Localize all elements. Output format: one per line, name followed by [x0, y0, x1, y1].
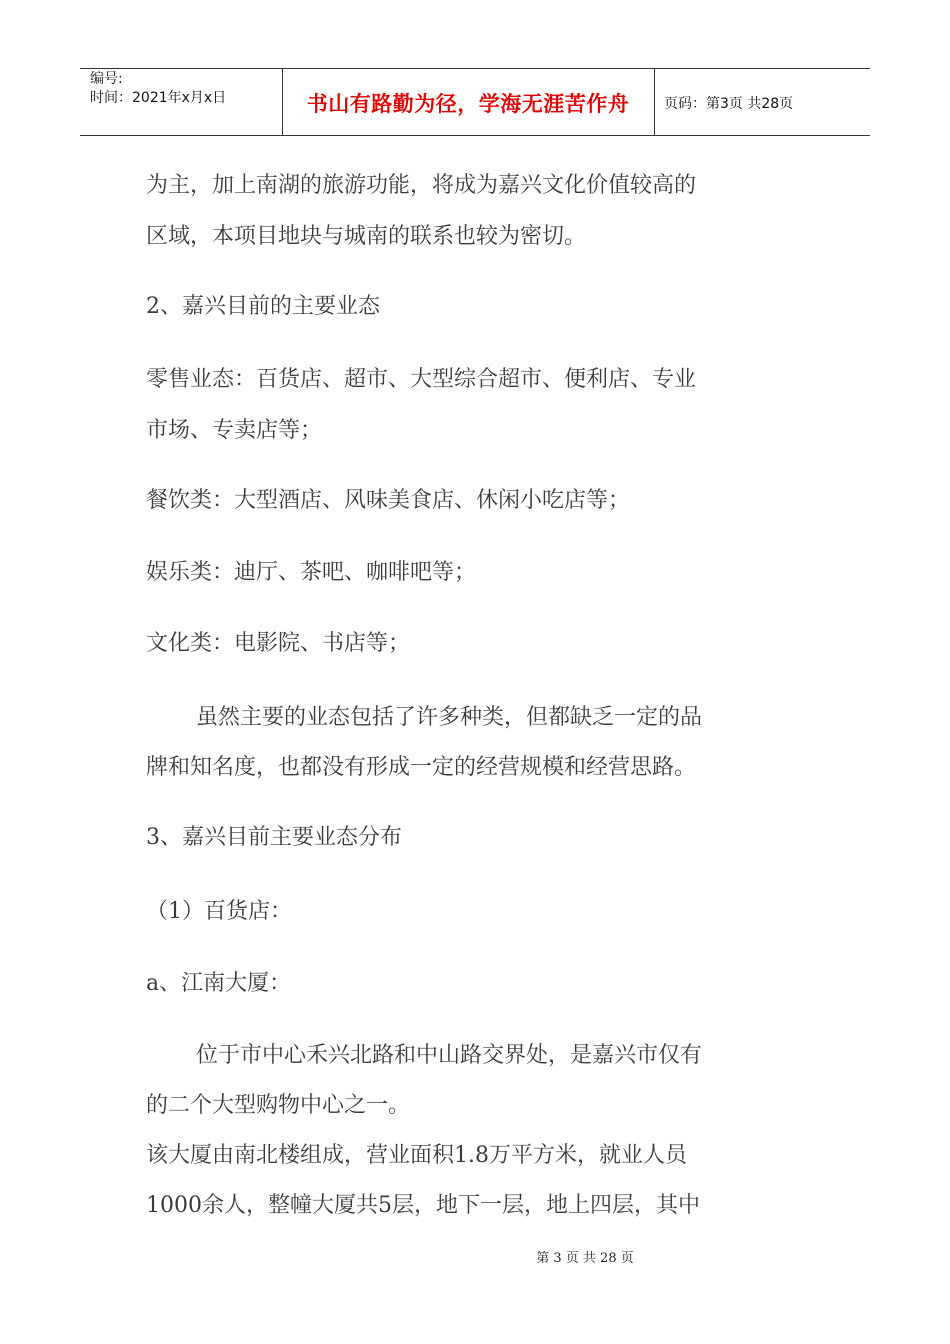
body-line: 位于市中心禾兴北路和中山路交界处，是嘉兴市仅有	[196, 1043, 703, 1068]
header-top-border	[80, 68, 870, 69]
body-line: 1000余人，整幢大厦共5层，地下一层，地上四层，其中	[146, 1193, 700, 1218]
header-meta	[90, 70, 226, 108]
body-line: 区域，本项目地块与城南的联系也较为密切。	[146, 224, 587, 249]
body-line: 牌和知名度，也都没有形成一定的经营规模和经营思路。	[146, 755, 697, 780]
header-page-info: 页码：第3页 共28页	[664, 96, 794, 112]
body-line: 虽然主要的业态包括了许多种类，但都缺乏一定的品	[196, 705, 703, 730]
section-heading: 2、嘉兴目前的主要业态	[146, 294, 380, 319]
date-label: 时间：2021年x月x日	[90, 90, 227, 106]
body-line: 市场、专卖店等；	[146, 418, 323, 443]
subsection-heading: （1）百货店：	[146, 899, 292, 924]
body-line: 该大厦由南北楼组成，营业面积1.8万平方米，就业人员	[146, 1143, 687, 1168]
body-line: 零售业态：百货店、超市、大型综合超市、便利店、专业	[146, 367, 697, 392]
body-line: 文化类：电影院、书店等；	[146, 631, 411, 656]
header-divider-right	[654, 68, 655, 135]
body-line: 为主，加上南湖的旅游功能，将成为嘉兴文化价值较高的	[146, 173, 697, 198]
body-line: 的二个大型购物中心之一。	[146, 1093, 411, 1118]
page-footer: 第 3 页 共 28 页	[536, 1251, 634, 1266]
body-line: 娱乐类：迪厅、茶吧、咖啡吧等；	[146, 560, 477, 585]
header-bottom-border	[80, 135, 870, 136]
serial-label: 编号:	[90, 71, 123, 87]
subsection-heading: a、江南大厦：	[146, 971, 292, 996]
header-motto: 书山有路勤为径，学海无涯苦作舟	[306, 92, 630, 116]
section-heading: 3、嘉兴目前主要业态分布	[146, 825, 402, 850]
body-line: 餐饮类：大型酒店、风味美食店、休闲小吃店等；	[146, 488, 631, 513]
